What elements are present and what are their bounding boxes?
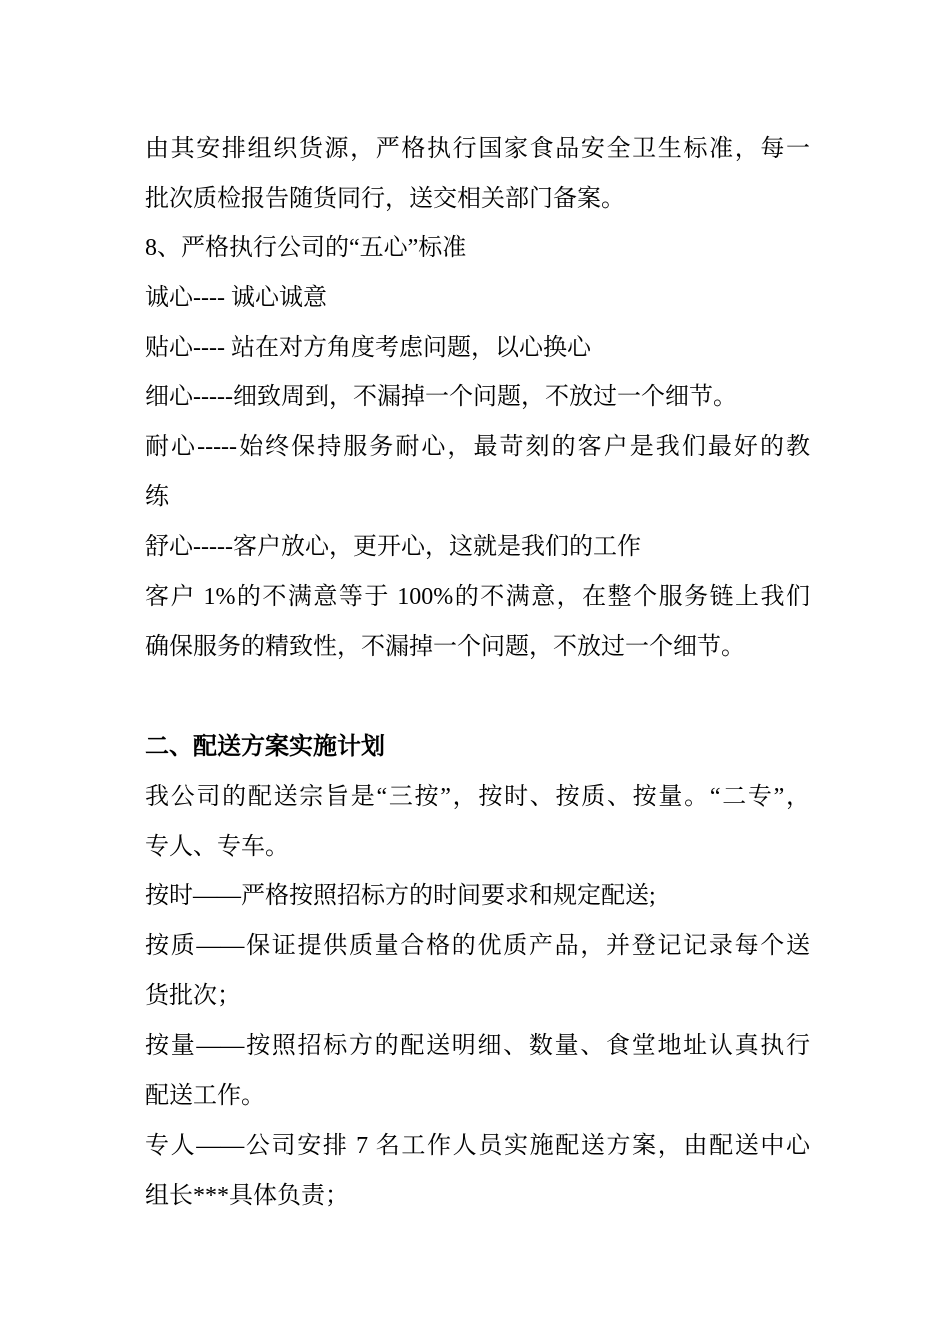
list-item: 专人——公司安排 7 名工作人员实施配送方案，由配送中心 <box>145 1133 810 1159</box>
list-item: 贴心---- 站在对方角度考虑问题，以心换心 <box>145 335 591 361</box>
list-item: 诚心---- 诚心诚意 <box>145 285 327 311</box>
list-item: 按量——按照招标方的配送明细、数量、食堂地址认真执行 <box>145 1033 810 1059</box>
list-item: 细心-----细致周到，不漏掉一个问题，不放过一个细节。 <box>145 384 737 410</box>
paragraph-line: 客户 1%的不满意等于 100%的不满意，在整个服务链上我们 <box>145 584 810 610</box>
list-item: 按质——保证提供质量合格的优质产品，并登记记录每个送 <box>145 933 810 959</box>
paragraph-line: 我公司的配送宗旨是“三按”，按时、按质、按量。“二专”， <box>145 784 810 810</box>
list-item-continuation: 货批次； <box>145 983 241 1009</box>
section-heading: 二、配送方案实施计划 <box>145 733 385 760</box>
list-heading: 8、严格执行公司的“五心”标准 <box>145 235 467 261</box>
paragraph-line: 由其安排组织货源，严格执行国家食品安全卫生标准，每一 <box>145 136 810 162</box>
list-item-continuation: 配送工作。 <box>145 1083 265 1109</box>
list-item-continuation: 练 <box>145 484 169 510</box>
paragraph-line: 确保服务的精致性，不漏掉一个问题，不放过一个细节。 <box>145 634 745 660</box>
list-item: 按时——严格按照招标方的时间要求和规定配送; <box>145 883 656 909</box>
list-item-continuation: 组长***具体负责； <box>145 1183 349 1209</box>
paragraph-line: 专人、专车。 <box>145 834 289 860</box>
list-item: 舒心-----客户放心，更开心，这就是我们的工作 <box>145 534 641 560</box>
paragraph-line: 批次质检报告随货同行，送交相关部门备案。 <box>145 186 625 212</box>
list-item: 耐心-----始终保持服务耐心，最苛刻的客户是我们最好的教 <box>145 434 810 460</box>
